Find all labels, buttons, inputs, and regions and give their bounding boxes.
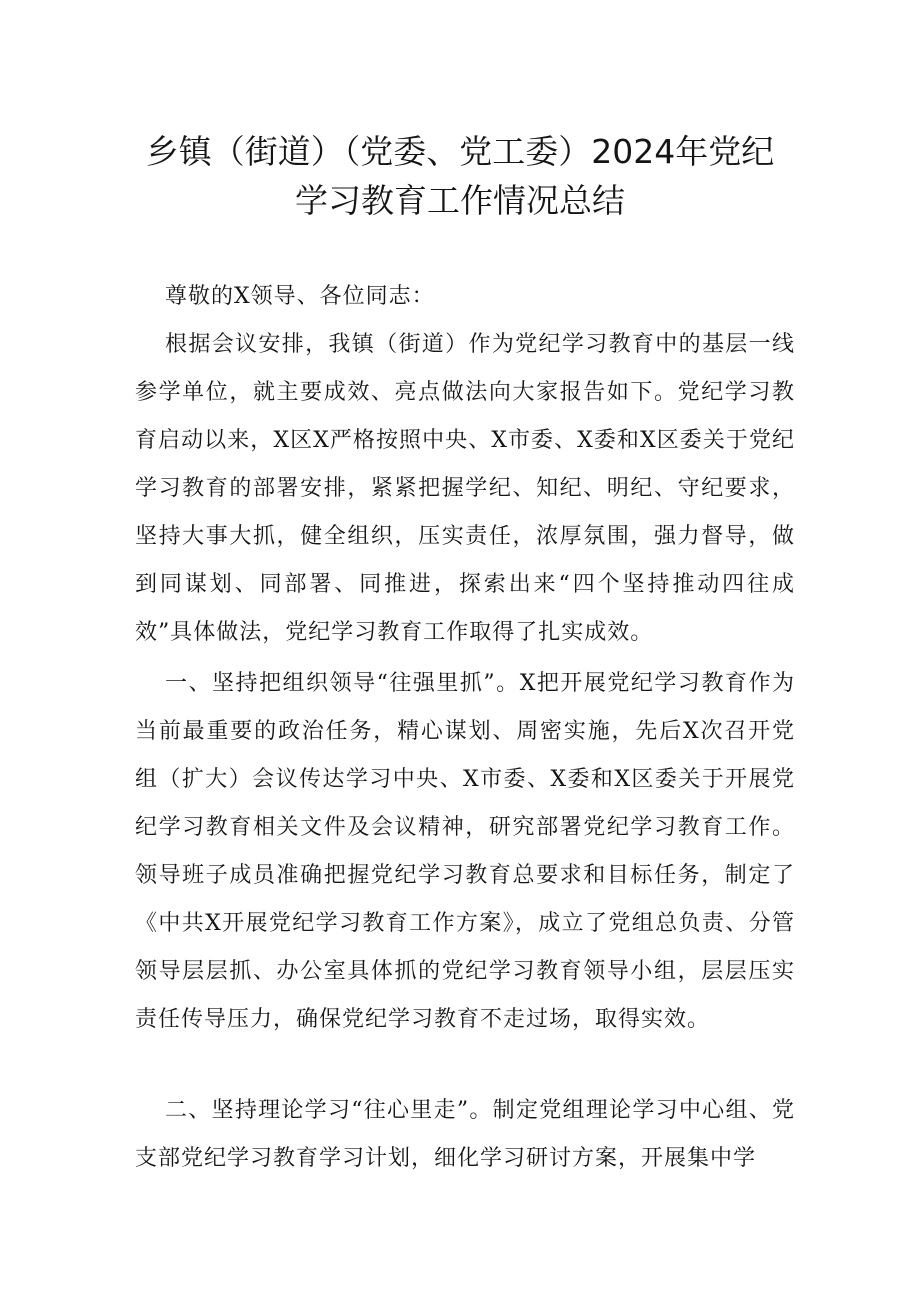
document-title-line-1: 乡镇（街道）（党委、党工委）2024年党纪 <box>145 132 775 171</box>
paragraph-text: 一、坚持把组织领导“往强里抓”。X把开展党纪学习教育作为当前最重要的政治任务，精心谋划、周密实施，先后X次召开党组（扩大）会议传达学习中央、X市委、X委和X区委关于开展党纪学习教育相关文件及会议精神，研究部署党纪学习教育工作。领导班子成员准确把握党纪学习教育总要求和目标任务，制定了《中共X开展党纪学习教育工作方案》，成立了党组总负责、分管领导层层抓、办公室具体抓的党纪学习教育领导小组，层层压实责任传导压力，确保党纪学习教育不走过场，取得实效。 <box>135 671 795 1032</box>
body-paragraph-1 <box>135 321 795 657</box>
body-paragraph-3 <box>135 1087 795 1183</box>
paragraph-text: 根据会议安排，我镇（街道）作为党纪学习教育中的基层一线参学单位，就主要成效、亮点做法向大家报告如下。党纪学习教育启动以来，X区X严格按照中央、X市委、X委和X区委关于党纪学习教育的部署安排，紧紧把握学纪、知纪、明纪、守纪要求，坚持大事大抓，健全组织，压实责任，浓厚氛围，强力督导，做到同谋划、同部署、同推进，探索出来“四个坚持推动四往成效”具体做法，党纪学习教育工作取得了扎实成效。 <box>135 332 795 645</box>
greeting-text: 尊敬的X领导、各位同志： <box>165 284 435 309</box>
greeting-paragraph <box>135 273 795 321</box>
body-paragraph-2 <box>135 660 795 1044</box>
paragraph-text: 二、坚持理论学习“往心里走”。制定党组理论学习中心组、党支部党纪学习教育学习计划，细化学习研讨方案，开展集中学 <box>135 1098 795 1171</box>
document-title-line-2: 学习教育工作情况总结 <box>295 181 625 220</box>
